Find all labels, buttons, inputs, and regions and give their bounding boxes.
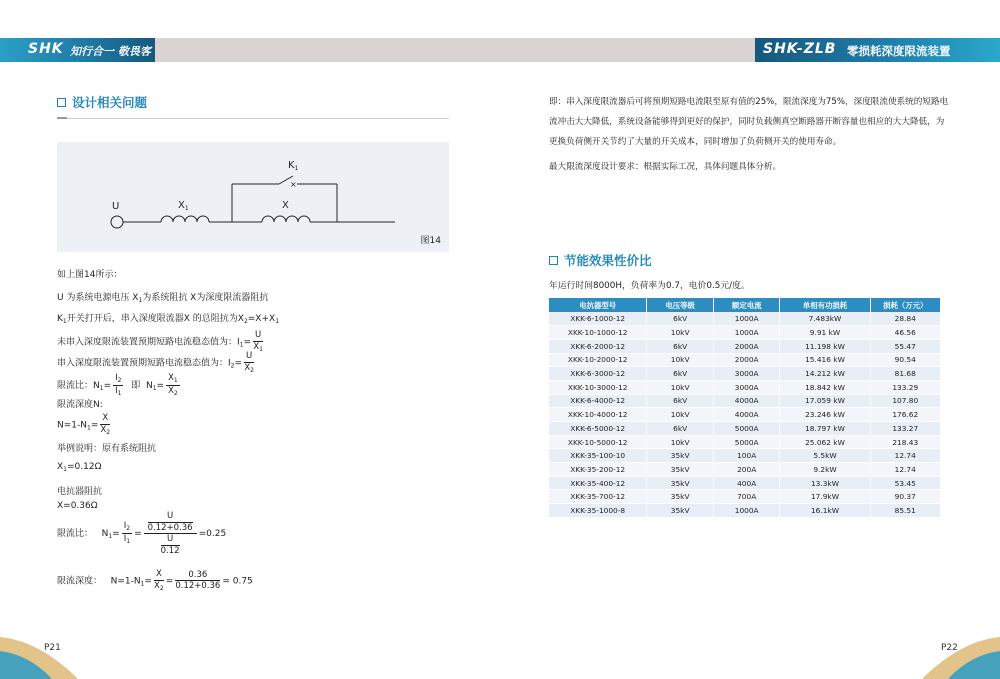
table-cell: 700A [713,490,780,504]
table-cell: 133.27 [870,422,941,436]
text-line-14: 限流深度： $N=1-N_1=$ $\frac{X}{X_2}$ = $\frac{0.36}{0.12+0.36}$ = 0.75 [57,569,253,592]
table-cell: 35kV [647,476,714,490]
table-row [549,490,941,504]
label-x1: $X_1$ [178,200,189,212]
table-cell: XKK-10-1000-12 [549,326,647,340]
table-row [549,326,941,340]
table-cell: XKK-6-5000-12 [549,422,647,436]
brand-logo: SHK [28,41,64,57]
text-line-5: 串入深度限流装置预期短路电流稳态值为：$I_2=$ $\frac{U}{X_2}$ [57,351,254,374]
table-cell: XKK-35-1000-8 [549,504,647,518]
table-cell: 1000A [713,326,780,340]
table-cell: XKK-6-1000-12 [549,312,647,326]
table-row [549,463,941,477]
table-cell: 15.416 kW [780,353,870,367]
table-row [549,476,941,490]
text-line-7: 限流深度N: [57,400,103,410]
table-cell: 14.212 kW [780,367,870,381]
inductor-x [262,216,310,222]
text-line-1: 如上图14所示： [57,270,123,280]
table-cell: 7.483kW [780,312,870,326]
table-cell: 6kV [647,422,714,436]
table-cell: 9.91 kW [780,326,870,340]
table-cell: 23.246 kW [780,408,870,422]
table-cell: 35kV [647,463,714,477]
table-cell: 4000A [713,394,780,408]
table-row [549,435,941,449]
table-row [549,504,941,518]
table-row [549,312,941,326]
table-cell: 6kV [647,367,714,381]
table-cell: 107.80 [870,394,941,408]
page-number-left: P21 [44,643,61,653]
text-line-11: 电抗器阻抗 [57,487,103,497]
col-header: 单相有功损耗 [780,298,870,312]
label-k1: $K_1$ [288,160,299,172]
table-cell: XKK-6-2000-12 [549,339,647,353]
table-cell: 55.47 [870,339,941,353]
text-line-4: 未串入深度限流装置预期短路电流稳态值为：$I_1=$ $\frac{U}{X_1}$ [57,330,263,353]
table-cell: 9.2kW [780,463,870,477]
page-number-right: P22 [941,643,958,653]
table-cell: 35kV [647,490,714,504]
text-line-12: X=0.36Ω [57,501,98,511]
table-row [549,449,941,463]
table-cell: 35kV [647,449,714,463]
table-cell: 16.1kW [780,504,870,518]
table-cell: 6kV [647,312,714,326]
table-cell: 11.198 kW [780,339,870,353]
table-cell: 6kV [647,339,714,353]
corner-decoration-left [0,629,90,679]
table-cell: 2000A [713,353,780,367]
table-cell: 100A [713,449,780,463]
text-line-10: $X_1=0.12\Omega$ [57,462,102,473]
table-cell: 6kV [647,394,714,408]
header-left-bar [0,38,155,74]
square-bullet-icon [57,98,66,107]
col-header: 电抗器型号 [549,298,647,312]
table-cell: 3000A [713,380,780,394]
table-cell: 17.9kW [780,490,870,504]
loss-table [549,298,941,518]
table-cell: 1000A [713,504,780,518]
table-cell: 12.74 [870,463,941,477]
table-cell: XKK-6-3000-12 [549,367,647,381]
text-line-9: 举例说明：原有系统阻抗 [57,444,157,454]
table-cell: 200A [713,463,780,477]
table-row [549,380,941,394]
table-row [549,394,941,408]
label-u: U [112,201,120,212]
table-cell: 81.68 [870,367,941,381]
header-right-strip [500,38,755,62]
table-cell: 12.74 [870,449,941,463]
section-divider-mark [57,117,67,119]
table-cell: 3000A [713,367,780,381]
table-cell: XKK-10-2000-12 [549,353,647,367]
table-cell: 10kV [647,353,714,367]
table-cell: XKK-10-5000-12 [549,435,647,449]
table-cell: 400A [713,476,780,490]
table-cell: 176.62 [870,408,941,422]
table-cell: 18.842 kW [780,380,870,394]
section-divider [57,118,449,119]
paragraph-conclusion: 即：串入深度限流器后可将预期短路电流限至原有值的25%，限流深度为75%，深度限流使系统的短路电流冲击大大降低，系统设备能够得到更好的保护，同时负载侧真空断路器开断容量也相应的大大降低，为更换负荷侧开关节约了大量的开关成本，同时增加了负荷侧开关的使用寿命。 [549,97,949,147]
table-cell: 13.3kW [780,476,870,490]
corner-decoration-right [910,629,1000,679]
table-row [549,408,941,422]
table-cell: 18.797 kW [780,422,870,436]
section-title-design: 设计相关问题 [57,93,147,111]
header-slogan: 知行合一 敬畏客户 [70,45,151,74]
product-model: SHK-ZLB [763,41,837,57]
table-cell: 17.059 kW [780,394,870,408]
text-line-6: 限流比：$N_1=$ $\frac{I_2}{I_1}$ 即 $N_1=$ $\frac{X_1}{X_2}$ [57,373,178,397]
table-cell: XKK-35-200-12 [549,463,647,477]
table-cell: 4000A [713,408,780,422]
header-left-strip [155,38,500,62]
table-cell: 5000A [713,435,780,449]
inductor-x1 [161,216,209,222]
table-row [549,422,941,436]
table-cell: XKK-35-100-10 [549,449,647,463]
table-cell: XKK-35-400-12 [549,476,647,490]
table-cell: 5000A [713,422,780,436]
table-cell: 2000A [713,339,780,353]
table-cell: 28.84 [870,312,941,326]
table-cell: 25.062 kW [780,435,870,449]
figure-label: 图14 [420,236,441,246]
table-row [549,339,941,353]
table-cell: 10kV [647,380,714,394]
table-intro: 年运行时间8000H，负荷率为0.7，电价0.5元/度。 [549,281,750,291]
col-header: 电压等级 [647,298,714,312]
switch-contact-icon: × [290,180,297,189]
table-cell: 10kV [647,408,714,422]
circuit-diagram [57,142,449,252]
table-cell: 10kV [647,435,714,449]
table-cell: XKK-6-4000-12 [549,394,647,408]
table-cell: 10kV [647,326,714,340]
table-cell: XKK-10-3000-12 [549,380,647,394]
paragraph-requirement: 最大限流深度设计要求：根据实际工况，具体问题具体分析。 [549,162,782,172]
table-cell: 218.43 [870,435,941,449]
table-header-row [549,298,941,312]
circuit-svg [57,142,449,252]
text-line-2: U 为系统电源电压 $X_1$为系统阻抗 X为深度限流器阻抗 [57,293,269,304]
section-title-energy: 节能效果性价比 [549,251,652,269]
table-cell: 53.45 [870,476,941,490]
table-cell: 133.29 [870,380,941,394]
product-name: 零损耗深度限流装置 [847,44,951,58]
table-cell: 90.54 [870,353,941,367]
table-cell: 85.51 [870,504,941,518]
square-bullet-icon [549,256,558,265]
table-cell: 90.37 [870,490,941,504]
table-cell: 35kV [647,504,714,518]
text-line-13: 限流比： $N_1=$ $\frac{I_2}{I_1}$ = $\frac{\frac{U}{0.12+0.36}}{\frac{U}{0.12}}$ =0.25 [57,511,227,556]
table-cell: 5.5kW [780,449,870,463]
table-cell: 46.56 [870,326,941,340]
table-cell: XKK-35-700-12 [549,490,647,504]
text-line-8: $N=1-N_1=$ $\frac{X}{X_2}$ [57,413,111,436]
label-x: X [282,200,289,211]
table-cell: XKK-10-4000-12 [549,408,647,422]
text-line-3: $K_1$开关打开后，串入深度限流器X 的总阻抗为$X_2=X+X_1$ [57,314,280,325]
source-terminal [111,216,123,228]
col-header: 损耗（万元） [870,298,941,312]
table-row [549,353,941,367]
table-row [549,367,941,381]
table-cell: 1000A [713,312,780,326]
col-header: 额定电流 [713,298,780,312]
header-right-bar [755,38,1000,62]
